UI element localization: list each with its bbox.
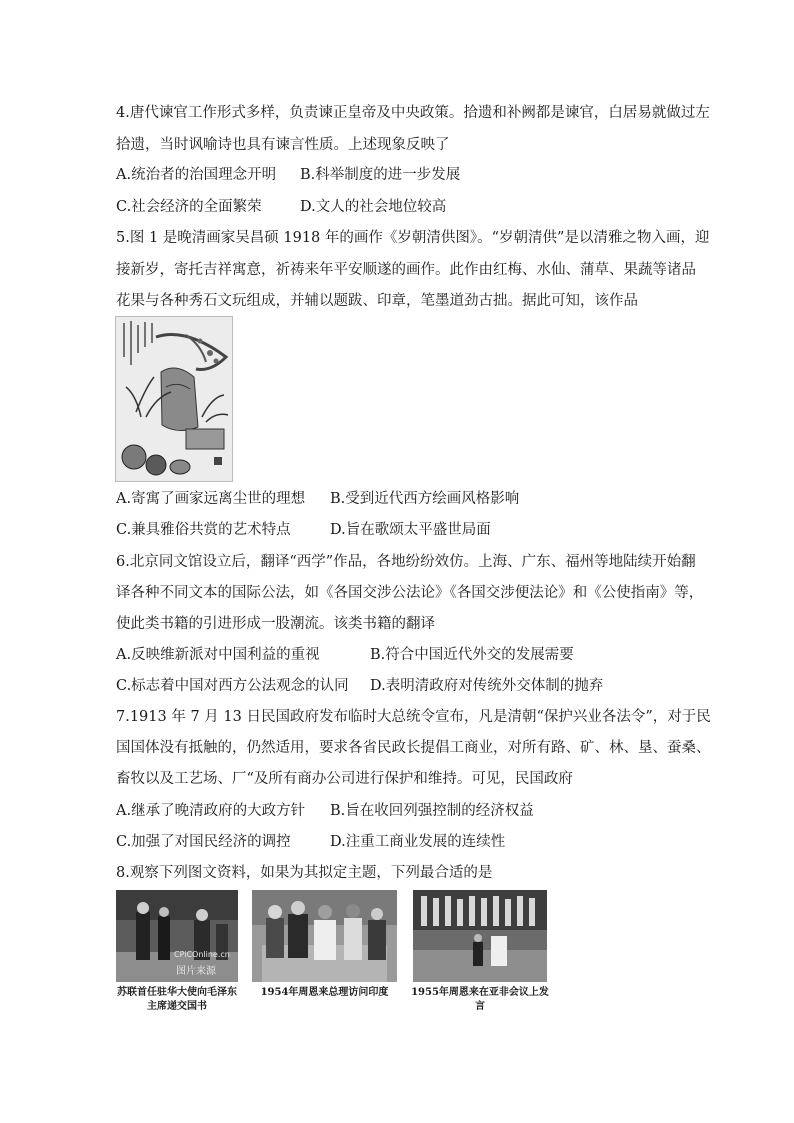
q5-option-b: B.受到近代西方绘画风格影响 [330, 491, 520, 507]
q4-option-b: B.科举制度的进一步发展 [300, 167, 461, 183]
q6-stem-line3: 使此类书籍的引进形成一股潮流。该类书籍的翻译 [116, 616, 435, 632]
photo-zhou-india-visit [252, 890, 397, 982]
q5-stem-line2: 接新岁，寄托吉祥寓意，祈祷来年平安顺遂的画作。此作由红梅、水仙、蒲草、果蔬等诸品 [116, 262, 696, 278]
q6-option-d: D.表明清政府对传统外交体制的抛弃 [370, 678, 604, 694]
q6-stem-line2: 译各种不同文本的国际公法，如《各国交涉公法论》《各国交涉便法论》和《公使指南》等， [116, 585, 704, 601]
q4-option-c: C.社会经济的全面繁荣 [116, 199, 262, 215]
caption-zhou-india: 1954年周恩来总理访问印度 [260, 987, 389, 998]
caption-bandung: 1955年周恩来在亚非会议上发言 [411, 987, 549, 1012]
watermark-url: CPiCOnline.cn [174, 950, 230, 959]
caption-ambassador-line2: 主席递交国书 [147, 1001, 207, 1012]
q6-option-c: C.标志着中国对西方公法观念的认同 [116, 678, 349, 694]
q6-stem-line1: 6.北京同文馆设立后，翻译“西学”作品，各地纷纷效仿。上海、广东、福州等地陆续开始翻 [116, 554, 696, 570]
q6-option-a: A.反映维新派对中国利益的重视 [116, 647, 320, 663]
q7-option-d: D.注重工商业发展的连续性 [330, 834, 506, 850]
q5-stem-line3: 花果与各种秀石文玩组成，并辅以题跋、印章，笔墨道劲古拙。据此可知，该作品 [116, 293, 638, 309]
q7-stem-line1: 7.1913 年 7 月 13 日民国政府发布临时大总统令宣布，凡是清朝“保护兴业各法令”，对于民 [116, 709, 711, 725]
painting-figure [115, 316, 233, 482]
q7-option-c: C.加强了对国民经济的调控 [116, 834, 291, 850]
q6-option-b: B.符合中国近代外交的发展需要 [370, 647, 574, 663]
caption-ambassador-line1: 苏联首任驻华大使向毛泽东 [117, 987, 237, 998]
q8-stem-line1: 8.观察下列图文资料，如果为其拟定主题，下列最合适的是 [116, 865, 493, 881]
q5-option-d: D.旨在歌颂太平盛世局面 [330, 522, 491, 538]
q7-stem-line2: 国国体没有抵触的，仍然适用，要求各省民政长提倡工商业，对所有路、矿、林、垦、蚕桑、 [116, 740, 711, 756]
q4-stem-line2: 拾遗，当时讽喻诗也具有谏言性质。上述现象反映了 [116, 137, 450, 153]
q5-option-c: C.兼具雅俗共赏的艺术特点 [116, 522, 291, 538]
q4-option-d: D.文人的社会地位较高 [300, 199, 447, 215]
watermark-text: 图片来源 [176, 966, 216, 977]
photo-bandung-conference [413, 890, 547, 982]
photo-ambassador [116, 890, 238, 982]
q5-option-a: A.寄寓了画家远离尘世的理想 [116, 491, 306, 507]
q7-stem-line3: 畜牧以及工艺场、厂“及所有商办公司进行保护和维持。可见，民国政府 [116, 771, 573, 787]
q4-option-a: A.统治者的治国理念开明 [116, 167, 277, 183]
q4-stem-line1: 4.唐代谏官工作形式多样，负责谏正皇帝及中央政策。拾遗和补阙都是谏官，白居易就做过左 [116, 105, 710, 121]
q5-stem-line1: 5.图 1 是晚清画家吴昌硕 1918 年的画作《岁朝清供图》。“岁朝清供”是以清雅之物入画，迎 [116, 230, 710, 246]
q7-option-a: A.继承了晚清政府的大政方针 [116, 803, 306, 819]
q7-option-b: B.旨在收回列强控制的经济权益 [330, 803, 534, 819]
